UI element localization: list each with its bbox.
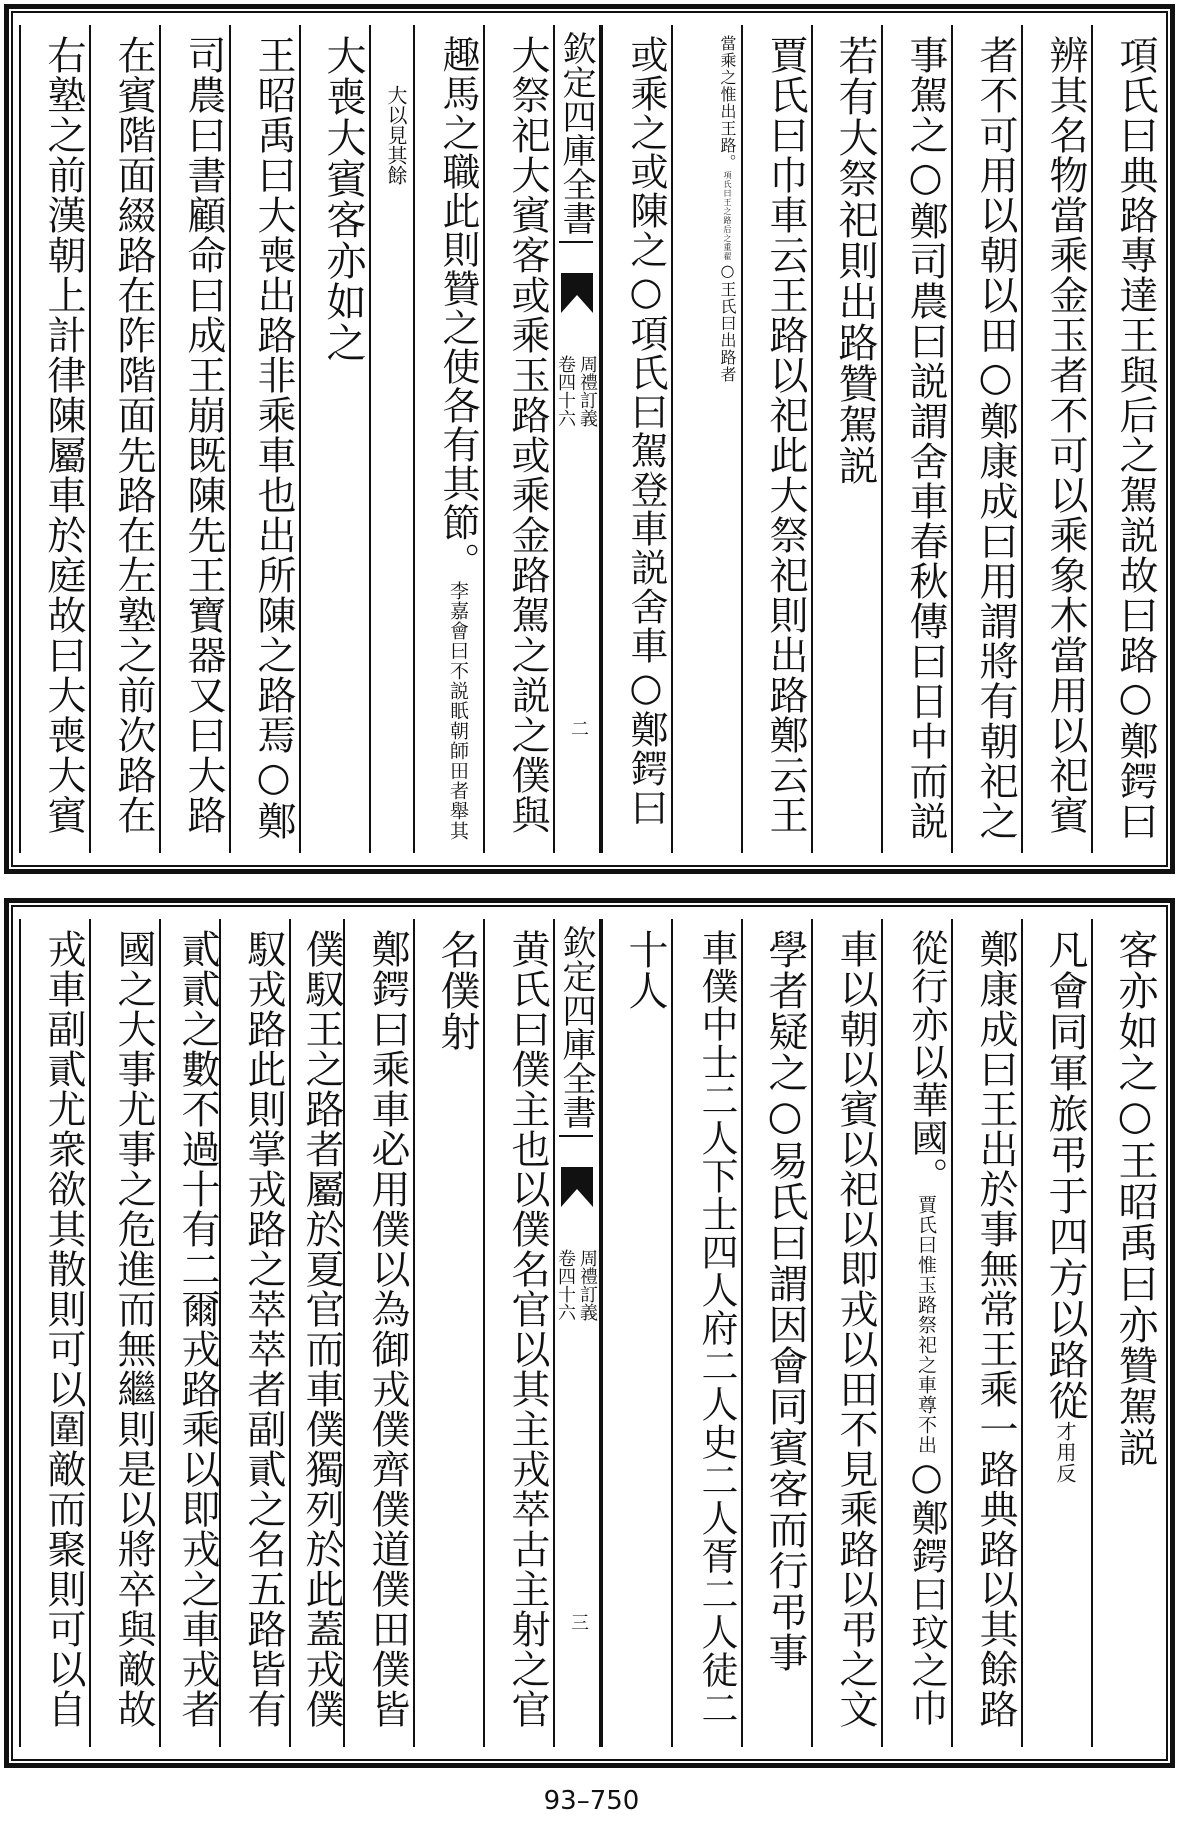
volume-number: 卷四十六 <box>555 1249 576 1321</box>
page-code: 93–750 <box>543 1786 640 1816</box>
column-text: 國之大事尤事之危進而無繼則是以將卒與敵故 <box>111 929 156 1729</box>
column-text: 僕馭王之路者屬於夏官而車僕獨列於此蓋戎僕 <box>299 929 344 1729</box>
text-column <box>413 919 483 1747</box>
column-text: 辨其名物當乘金玉者不可以乘象木當用以祀賓 <box>1043 35 1088 835</box>
text-column <box>289 919 343 1747</box>
bottom-page <box>4 898 1175 1768</box>
text-column <box>89 919 159 1747</box>
text-column <box>741 25 811 853</box>
column-text: 黄氏曰僕主也以僕名官以其主戎萃古主射之官 <box>505 929 550 1729</box>
text-column <box>89 25 159 853</box>
text-column <box>601 919 671 1747</box>
main-text: 凡會同軍旅弔于四方以路從 <box>1042 929 1088 1421</box>
text-column <box>951 919 1021 1747</box>
main-text: ○鄭鍔曰玟之巾 <box>905 1455 948 1727</box>
text-column <box>1021 919 1091 1747</box>
text-column <box>219 919 289 1747</box>
top-page <box>4 4 1175 874</box>
book-title: 欽定四庫全書 <box>559 31 593 243</box>
note-text: 大以見其餘 <box>384 85 408 185</box>
inline-note: 才用反 <box>1053 1421 1077 1484</box>
center-band <box>553 919 601 1747</box>
column-text: 鄭康成曰王出於事無常王乘一路典路以其餘路 <box>973 929 1018 1729</box>
column-text: 或乘之或陳之○項氏曰駕登車説舍車○鄭鍔曰 <box>624 35 668 827</box>
column-text: 司農曰書顧命曰成王崩既陳先王寶器又曰大路 <box>181 35 226 835</box>
column-text: 者不可用以朝以田○鄭康成曰用謂將有朝祀之 <box>973 35 1018 841</box>
main-text: 從行亦以華國。 <box>905 929 948 1195</box>
folio-number: 二 <box>571 719 589 740</box>
column-text: 大祭祀大賓客或乘玉路或乘金路駕之説之僕與 <box>505 35 550 835</box>
main-text: 當乘之惟出王路。 <box>718 35 737 171</box>
volume-number: 卷四十六 <box>555 355 576 427</box>
column-text <box>436 35 480 841</box>
column-text: 在賓階面綴路在阼階面先路在左塾之前次路在 <box>111 35 156 835</box>
column-text: 王昭禹曰大喪出路非乘車也出所陳之路焉○鄭 <box>251 35 296 841</box>
column-text: 大喪大賓客亦如之 <box>320 35 366 363</box>
column-text: 客亦如之○王昭禹曰亦贊駕説 <box>1112 929 1158 1468</box>
text-column <box>483 919 553 1747</box>
text-column <box>881 25 951 853</box>
text-column <box>343 919 413 1747</box>
text-column <box>1021 25 1091 853</box>
text-column <box>811 25 881 853</box>
text-column <box>1091 25 1161 853</box>
note-column <box>369 25 413 853</box>
folio-number: 三 <box>571 1613 589 1634</box>
column-text: 若有大祭祀則出路贊駕説 <box>832 35 878 486</box>
text-column <box>881 919 951 1747</box>
text-column <box>671 919 741 1747</box>
text-column <box>229 25 299 853</box>
column-text: 馭戎路此則掌戎路之萃萃者副貳之名五路皆有 <box>241 929 286 1729</box>
text-column <box>741 919 811 1747</box>
column-text: 學者疑之○易氏曰謂因會同賓客而行弔事 <box>762 929 808 1673</box>
text-column <box>299 25 369 853</box>
text-column <box>413 25 483 853</box>
book-subtitle: 周禮訂義 <box>577 355 598 427</box>
text-column <box>601 25 671 853</box>
column-text: 名僕射 <box>434 929 480 1052</box>
column-text: 貳貳之數不過十有二爾戎路乘以即戎之車戎者 <box>175 929 220 1729</box>
inline-note: 李嘉會曰不説眂朝師田者舉其 <box>447 581 469 841</box>
column-text: 右塾之前漢朝上計律陳屬車於庭故曰大喪大賓 <box>41 35 86 835</box>
column-text: 戎車副貳尤衆欲其散則可以圍敵而聚則可以自 <box>41 929 86 1729</box>
column-text: 十人 <box>622 929 668 1011</box>
text-column <box>159 919 219 1747</box>
column-text: 賈氏曰巾車云王路以祀此大祭祀則出路鄭云王 <box>763 35 808 835</box>
column-text: 鄭鍔曰乘車必用僕以為御戎僕齊僕道僕田僕皆 <box>365 929 410 1729</box>
fish-tail-mark <box>561 1167 593 1207</box>
main-text: 趣馬之職此則贊之使各有其節。 <box>436 35 480 581</box>
column-text <box>719 35 735 855</box>
text-column <box>19 25 89 853</box>
text-column <box>811 919 881 1747</box>
text-column <box>159 25 229 853</box>
book-subtitle: 周禮訂義 <box>577 1249 598 1321</box>
main-text: ○王氏曰出路者 <box>718 261 737 383</box>
text-column <box>19 919 89 1747</box>
column-text: 事駕之○鄭司農曰説謂舍車春秋傳曰日中而説 <box>903 35 948 841</box>
column-text: 車以朝以賓以祀以即戎以田不見乘路以弔之文 <box>833 929 878 1729</box>
inline-note: 賈氏曰惟玉路祭祀之車尊不出 <box>915 1195 937 1455</box>
text-column <box>951 25 1021 853</box>
column-text: 車僕中士二人下士四人府二人史二人胥二人徒二 <box>695 929 738 1727</box>
column-text <box>1042 929 1088 1484</box>
fish-tail-mark <box>561 273 593 313</box>
column-text <box>905 929 948 1727</box>
center-band <box>553 25 601 853</box>
column-text: 項氏曰典路專達王與后之駕説故曰路○鄭鍔曰 <box>1113 35 1158 841</box>
text-column <box>483 25 553 853</box>
text-column <box>1091 919 1161 1747</box>
book-title: 欽定四庫全書 <box>559 925 593 1137</box>
text-column <box>671 25 741 853</box>
inline-note: 項氏曰王之路后之重翟 <box>723 171 732 261</box>
